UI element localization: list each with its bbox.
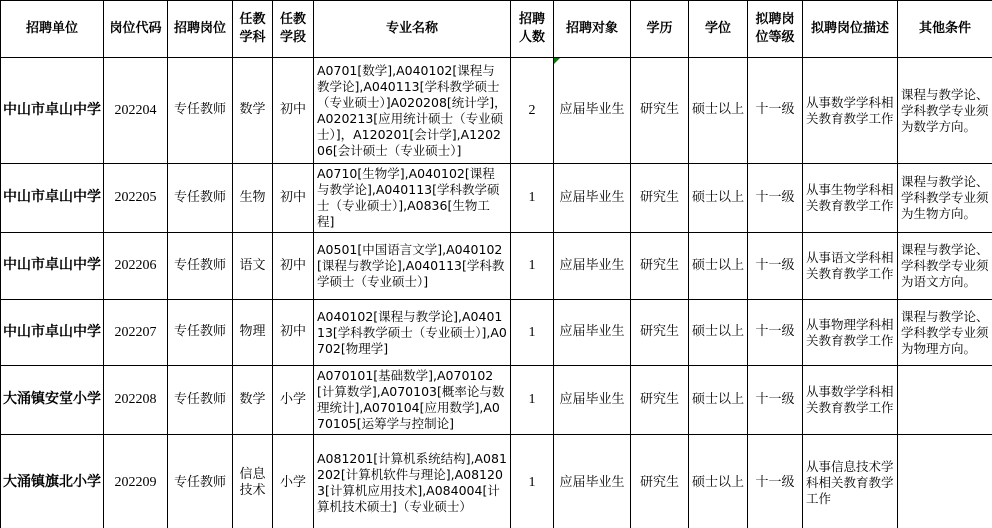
cell-stage: 初中 — [273, 300, 314, 366]
cell-count: 2 — [511, 58, 554, 164]
cell-count: 1 — [511, 233, 554, 300]
cell-majors: A0701[数学],A040102[课程与教学论],A040113[学科教学硕士（专业硕士）]A020208[统计学]，A020213[应用统计硕士（专业硕士）]，A120201[会计学],A120206[会计硕士（专业硕士）] — [314, 58, 511, 164]
cell-subject: 语文 — [233, 233, 273, 300]
cell-degree: 硕士以上 — [689, 58, 748, 164]
cell-code: 202206 — [104, 233, 168, 300]
cell-description: 从事物理学科相关教育教学工作 — [803, 300, 898, 366]
cell-code: 202207 — [104, 300, 168, 366]
cell-unit: 中山市卓山中学 — [1, 233, 104, 300]
cell-code: 202208 — [104, 366, 168, 435]
column-header-level: 拟聘岗位等级 — [748, 1, 803, 58]
cell-degree: 硕士以上 — [689, 300, 748, 366]
table-row — [1, 300, 992, 366]
cell-target: 应届毕业生 — [554, 233, 631, 300]
cell-unit: 中山市卓山中学 — [1, 58, 104, 164]
column-header-unit: 招聘单位 — [1, 1, 104, 58]
table-row — [1, 366, 992, 435]
cell-stage: 初中 — [273, 233, 314, 300]
cell-target: 应届毕业生 — [554, 164, 631, 233]
cell-target: 应届毕业生 — [554, 435, 631, 528]
cell-target: 应届毕业生 — [554, 366, 631, 435]
cell-count: 1 — [511, 164, 554, 233]
cell-education: 研究生 — [631, 58, 689, 164]
cell-description: 从事数学学科相关教育教学工作 — [803, 58, 898, 164]
cell-level: 十一级 — [748, 164, 803, 233]
column-header-stage: 任教学段 — [273, 1, 314, 58]
cell-other: 课程与教学论、学科教学专业须为物理方向。 — [898, 300, 992, 366]
cell-position: 专任教师 — [168, 58, 233, 164]
cell-position: 专任教师 — [168, 164, 233, 233]
cell-corner-marker-icon — [554, 58, 560, 64]
cell-stage: 小学 — [273, 366, 314, 435]
column-header-count: 招聘人数 — [511, 1, 554, 58]
cell-target: 应届毕业生 — [554, 58, 631, 164]
cell-level: 十一级 — [748, 233, 803, 300]
table-row — [1, 164, 992, 233]
column-header-description: 拟聘岗位描述 — [803, 1, 898, 58]
column-header-education: 学历 — [631, 1, 689, 58]
cell-count: 1 — [511, 366, 554, 435]
cell-position: 专任教师 — [168, 233, 233, 300]
cell-majors: A081201[计算机系统结构],A081202[计算机软件与理论],A081203[计算机应用技术],A084004[计算机技术硕士]（专业硕士） — [314, 435, 511, 528]
cell-degree: 硕士以上 — [689, 366, 748, 435]
cell-education: 研究生 — [631, 233, 689, 300]
cell-unit: 中山市卓山中学 — [1, 300, 104, 366]
cell-other — [898, 435, 992, 528]
table-header — [1, 1, 992, 58]
column-header-code: 岗位代码 — [104, 1, 168, 58]
column-header-position: 招聘岗位 — [168, 1, 233, 58]
cell-position: 专任教师 — [168, 300, 233, 366]
header-row — [1, 1, 992, 58]
cell-other — [898, 366, 992, 435]
cell-description: 从事生物学科相关教育教学工作 — [803, 164, 898, 233]
cell-code: 202204 — [104, 58, 168, 164]
cell-majors: A070101[基础数学],A070102[计算数学],A070103[概率论与数理统计],A070104[应用数学],A070105[运筹学与控制论] — [314, 366, 511, 435]
cell-subject: 物理 — [233, 300, 273, 366]
column-header-majors: 专业名称 — [314, 1, 511, 58]
cell-subject: 信息技术 — [233, 435, 273, 528]
cell-subject: 数学 — [233, 58, 273, 164]
cell-target: 应届毕业生 — [554, 300, 631, 366]
cell-education: 研究生 — [631, 300, 689, 366]
column-header-subject: 任教学科 — [233, 1, 273, 58]
cell-level: 十一级 — [748, 366, 803, 435]
cell-description: 从事语文学科相关教育教学工作 — [803, 233, 898, 300]
cell-description: 从事信息技术学科相关教育教学工作 — [803, 435, 898, 528]
cell-majors: A0501[中国语言文学],A040102[课程与教学论],A040113[学科教学硕士（专业硕士）] — [314, 233, 511, 300]
cell-unit: 大涌镇旗北小学 — [1, 435, 104, 528]
cell-level: 十一级 — [748, 300, 803, 366]
cell-level: 十一级 — [748, 435, 803, 528]
cell-education: 研究生 — [631, 366, 689, 435]
column-header-other: 其他条件 — [898, 1, 992, 58]
cell-code: 202209 — [104, 435, 168, 528]
cell-count: 1 — [511, 435, 554, 528]
cell-stage: 初中 — [273, 58, 314, 164]
cell-position: 专任教师 — [168, 366, 233, 435]
cell-position: 专任教师 — [168, 435, 233, 528]
cell-count: 1 — [511, 300, 554, 366]
column-header-degree: 学位 — [689, 1, 748, 58]
cell-other: 课程与教学论、学科教学专业须为语文方向。 — [898, 233, 992, 300]
cell-majors: A0710[生物学],A040102[课程与教学论],A040113[学科教学硕士（专业硕士）],A0836[生物工程] — [314, 164, 511, 233]
cell-unit: 大涌镇安堂小学 — [1, 366, 104, 435]
table-row — [1, 58, 992, 164]
table-body — [1, 58, 992, 528]
cell-education: 研究生 — [631, 164, 689, 233]
cell-other: 课程与教学论、学科教学专业须为生物方向。 — [898, 164, 992, 233]
cell-majors: A040102[课程与教学论],A040113[学科教学硕士（专业硕士）],A0702[物理学] — [314, 300, 511, 366]
cell-description: 从事数学学科相关教育教学工作 — [803, 366, 898, 435]
cell-degree: 硕士以上 — [689, 435, 748, 528]
cell-code: 202205 — [104, 164, 168, 233]
cell-subject: 数学 — [233, 366, 273, 435]
table-row — [1, 233, 992, 300]
column-header-target: 招聘对象 — [554, 1, 631, 58]
cell-level: 十一级 — [748, 58, 803, 164]
cell-stage: 初中 — [273, 164, 314, 233]
table-row — [1, 435, 992, 528]
cell-stage: 小学 — [273, 435, 314, 528]
cell-degree: 硕士以上 — [689, 233, 748, 300]
cell-education: 研究生 — [631, 435, 689, 528]
cell-degree: 硕士以上 — [689, 164, 748, 233]
cell-unit: 中山市卓山中学 — [1, 164, 104, 233]
cell-other: 课程与教学论、学科教学专业须为数学方向。 — [898, 58, 992, 164]
cell-subject: 生物 — [233, 164, 273, 233]
